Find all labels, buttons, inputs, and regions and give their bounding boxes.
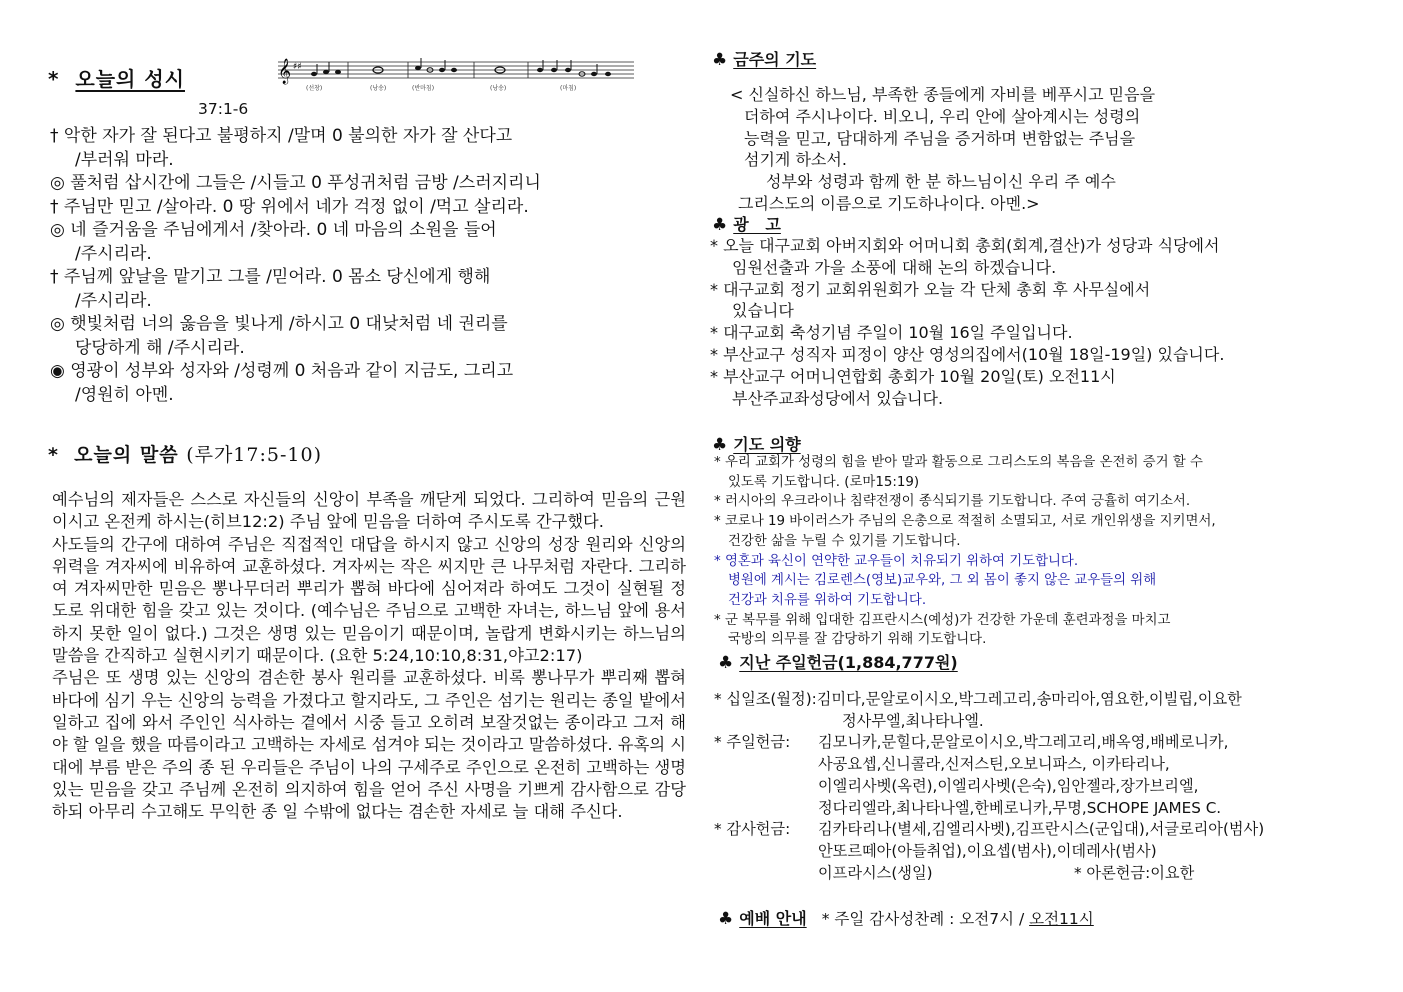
prayer-line: 그리스도의 이름으로 기도하나이다. 아멘.> bbox=[738, 193, 1040, 213]
treble-clef-icon: 𝄞 bbox=[278, 59, 292, 84]
verse-line: /주시리라. bbox=[75, 290, 152, 311]
club-icon: ♣ bbox=[718, 653, 734, 673]
verse-line: ◎ 햇빛처럼 너의 옳음을 빛나게 /하시고 0 대낮처럼 네 권리를 bbox=[50, 314, 508, 334]
tithe-label: * 십일조(월정): bbox=[714, 690, 817, 708]
prayer-line: 섬기게 하소서. bbox=[744, 150, 847, 170]
psalm-heading bbox=[48, 63, 185, 92]
announcement-item: * 부산교구 성직자 피정이 양산 영성의집에서(10월 18일-19일) 있습니다. bbox=[710, 344, 1225, 364]
verse-line: ◉ 영광이 성부와 성자와 /성령께 0 처음과 같이 지금도, 그리고 bbox=[50, 361, 514, 381]
worship-info: ♣ 예배 안내 * 주일 감사성찬례 : 오전7시 / 오전11시 bbox=[718, 909, 1094, 929]
sermon-text bbox=[52, 489, 686, 823]
verse-line: ◎ 풀처럼 삽시간에 그들은 /시들고 0 푸성귀처럼 금방 /스러지리니 bbox=[50, 173, 541, 193]
verse-line: ◎ 네 즐거움을 주님에게서 /찾아라. 0 네 마음의 소원을 들어 bbox=[50, 220, 497, 240]
sermon-paragraph: 사도들의 간구에 대하여 주님은 직접적인 대답을 하시지 않고 신앙의 성장 원리와 신앙의 위력을 겨자씨에 비유하여 교훈하셨다. 겨자씨는 작은 씨지만 큰 나무처럼 자란다. 그리하여 겨자씨만한 믿음은 뽕나무더러 뿌리가 뽑혀 바다에 심어져라 하여도 그것이 실현될 정도로 위대한 힘을 갖고 있는 것이다. (예수님은 주님으로 고백한 자녀는, 하느님 앞에 용서하지 못한 일이 없다.) 그것은 생명 있는 믿음이기 때문이며, 놀랍게 변화시키는 하느님의 말씀을 간직하고 실현시키기 때문이다. (요한 5:24,10:10,8:31,야고2:17) bbox=[52, 534, 686, 666]
aaron-offering: * 아론헌금:이요한 bbox=[1074, 863, 1195, 882]
asterisk-bullet: * bbox=[48, 67, 60, 91]
announcement-item: * 대구교회 축성기념 주일이 10월 16일 주일입니다. bbox=[710, 323, 1073, 343]
intention-item: * 러시아의 우크라이나 침략전쟁이 종식되기를 기도합니다. 주여 긍휼히 여기소서. bbox=[714, 494, 1191, 510]
chant-staff-notation bbox=[278, 56, 638, 96]
prayer-line: 더하여 주시나이다. 비오니, 우리 안에 살아계시는 성령의 bbox=[744, 106, 1141, 126]
intention-item-highlight: * 영혼과 육신이 연약한 교우들이 치유되기 위하여 기도합니다. bbox=[714, 553, 1079, 569]
announcements-heading: ♣ 광 고 bbox=[712, 215, 781, 235]
psalm-reference: 37:1-6 bbox=[198, 100, 249, 118]
filled-circle-mark: ◉ bbox=[50, 361, 65, 381]
verse-line: † 악한 자가 잘 된다고 불평하지 /말며 0 불의한 자가 잘 산다고 bbox=[50, 126, 513, 146]
circle-mark: ◎ bbox=[50, 314, 65, 334]
intention-item: * 군 복무를 위해 입대한 김프란시스(예성)가 건강한 가운데 훈련과정을 마치고 bbox=[714, 612, 1171, 628]
announcement-item: * 오늘 대구교회 아버지회와 어머니회 총회(회계,결산)가 성당과 식당에서 bbox=[710, 236, 1220, 255]
prayer-heading: ♣ 금주의 기도 bbox=[712, 50, 817, 70]
intention-item: * 코로나 19 바이러스가 주님의 은총으로 적절히 소멸되고, 서로 개인위생을 지키면서, bbox=[714, 514, 1216, 530]
sermon-paragraph: 주님은 또 생명 있는 신앙의 겸손한 봉사 원리를 교훈하셨다. 비록 뽕나무가 뿌리째 뽑혀 바다에 심기 우는 신앙의 능력을 가졌다고 할지라도, 그 주인은 섬기는 원리는 종일 밭에서 일하고 집에 와서 주인인 식사하는 곁에서 시중 들고 오히려 보잘것없는 종이라고 그저 해야 할 일을 했을 따름이라고 고백하는 자세로 섬겨야 되는 것이라고 말씀하셨다. 유혹의 시대에 부름 받은 주의 종 된 우리들은 주님이 나의 구세주로 주인으로 온전히 고백하는 생명 있는 믿음을 갖고 주님께 온전히 의지하여 힘을 얻어 주신 사명을 기쁘게 감사함으로 감당하되 아무리 수고해도 무익한 종 일 수밖에 없다는 겸손한 자세로 늘 대해 주신다. bbox=[52, 668, 686, 822]
intention-item: * 우리 교회가 성령의 힘을 받아 말과 활동으로 그리스도의 복음을 온전히 증거 할 수 bbox=[714, 455, 1203, 470]
dagger-mark: † bbox=[50, 196, 59, 217]
intentions-list: * 우리 교회가 성령의 힘을 받아 말과 활동으로 그리스도의 복음을 온전히 증거 할 수 있도록 기도합니다. (로마15:19) * 러시아의 우크라이나 침략전쟁이 종식되기를 기도합니다. 주여 긍휼히 여기소서. * 코로나 19 바이러스가 주님의 은총으로 적절히 소멸되고, 서로 개인위생을 지키면서, 건강한 삶을 누릴 수 있기를 기도합니다. * 영혼과 육신이 연약한 교우들이 치유되기 위하여 기도합니다. 병원에 계시는 김로렌스(영보)교우와, 그 외 몸이 좋지 않은 교우들의 위해 건강과 치유를 위하여 기도합니다. * 군 복무를 위해 입대한 김프란시스(예성)가 건강한 가운데 훈련과정을 마치고 국방의 의무를 잘 감당하기 위해 기도합니다. bbox=[714, 455, 1216, 648]
staff-label: (선창) bbox=[306, 85, 323, 92]
sharp-signs-icon: ♯♯ bbox=[293, 62, 302, 72]
club-icon: ♣ bbox=[712, 215, 728, 235]
verse-line: /주시리라. bbox=[75, 243, 152, 264]
psalm-verses bbox=[50, 125, 690, 407]
sermon-paragraph: 예수님의 제자들은 스스로 자신들의 신앙이 부족을 깨닫게 되었다. 그리하여 믿음의 근원이시고 온전케 하시는(히브12:2) 주님 앞에 믿음을 더하여 주시도록 간구했다. bbox=[52, 490, 686, 532]
circle-mark: ◎ bbox=[50, 220, 65, 240]
word-reference: (루가17:5-10) bbox=[186, 444, 322, 466]
word-heading bbox=[48, 440, 322, 467]
intentions-heading: ♣ 기도 의향 bbox=[712, 435, 801, 455]
prayer-line: 성부와 성령과 함께 한 분 하느님이신 우리 주 예수 bbox=[766, 172, 1116, 192]
asterisk-bullet: * bbox=[48, 444, 59, 466]
verse-line: /부러워 마라. bbox=[75, 149, 174, 170]
announcement-item: * 대구교회 정기 교회위원회가 오늘 각 단체 총회 후 사무실에서 bbox=[710, 279, 1151, 299]
offering-list: * 십일조(월정):김미다,문알로이시오,박그레고리,송마리아,염요한,이빌립,이요한 정사무엘,최나타나엘. * 주일헌금: 김모니카,문힐다,문알로이시오,박그레고리,배옥영,배베로니카, 사공요셉,신니콜라,신저스틴,오보니파스, 이카타리나, 이엘리사벳(옥련),이엘리사벳(은숙),임안젤라,장가브리엘, 정다리엘라,최나타나엘,한베로니카,무명,SCHOPE JAMES C. * 감사헌금: 김카타리나(별세,김엘리사벳),김프란시스(군입대),서글로리아(범사) 안또르떼아(아들취업),이요셉(범사),이데레사(범사) 이프라시스(생일) * 아론헌금:이요한 bbox=[714, 690, 1265, 882]
sunday-offering-label: * 주일헌금: bbox=[714, 733, 791, 752]
staff-label: (반마침) bbox=[412, 85, 435, 92]
dagger-mark: † bbox=[50, 267, 59, 287]
club-icon: ♣ bbox=[718, 909, 734, 929]
club-icon: ♣ bbox=[712, 435, 728, 455]
staff-label: (마침) bbox=[560, 85, 577, 92]
thanks-offering-label: * 감사헌금: bbox=[714, 820, 791, 839]
verse-line: † 주님께 앞날을 맡기고 그를 /믿어라. 0 몸소 당신에게 행해 bbox=[50, 267, 491, 287]
circle-mark: ◎ bbox=[50, 173, 65, 193]
psalm-title: 오늘의 성시 bbox=[75, 67, 185, 91]
announcements-list: * 오늘 대구교회 아버지회와 어머니회 총회(회계,결산)가 성당과 식당에서 임원선출과 가을 소풍에 대해 논의 하겠습니다. * 대구교회 정기 교회위원회가 오늘 각 단체 총회 후 사무실에서 있습니다 * 대구교회 축성기념 주일이 10월 16일 주일입니다. * 부산교구 성직자 피정이 양산 영성의집에서(10월 18일-19일) 있습니다. * 부산교구 어머니연합회 총회가 10월 20일(토) 오전11시 부산주교좌성당에서 있습니다. bbox=[710, 236, 1225, 408]
worship-heading: 예배 안내 bbox=[739, 909, 807, 928]
staff-label: (낭송) bbox=[490, 85, 507, 92]
club-icon: ♣ bbox=[712, 50, 728, 70]
weekly-prayer bbox=[730, 84, 1155, 215]
verse-line: 당당하게 해 /주시리라. bbox=[75, 337, 245, 358]
dagger-mark: † bbox=[50, 126, 59, 146]
verse-line: † 주님만 믿고 /살아라. 0 땅 위에서 네가 걱정 없이 /먹고 살리라. bbox=[50, 196, 529, 217]
staff-label: (낭송) bbox=[370, 85, 387, 92]
offering-heading: ♣ 지난 주일헌금(1,884,777원) bbox=[718, 653, 958, 673]
prayer-line: 능력을 믿고, 담대하게 주님을 증거하며 변함없는 주님을 bbox=[744, 128, 1136, 148]
announcement-item: * 부산교구 어머니연합회 총회가 10월 20일(토) 오전11시 bbox=[710, 366, 1116, 386]
word-title: 오늘의 말씀 bbox=[74, 444, 179, 466]
prayer-line: < 신실하신 하느님, 부족한 종들에게 자비를 베푸시고 믿음을 bbox=[730, 85, 1156, 104]
verse-line: /영원히 아멘. bbox=[75, 384, 174, 405]
